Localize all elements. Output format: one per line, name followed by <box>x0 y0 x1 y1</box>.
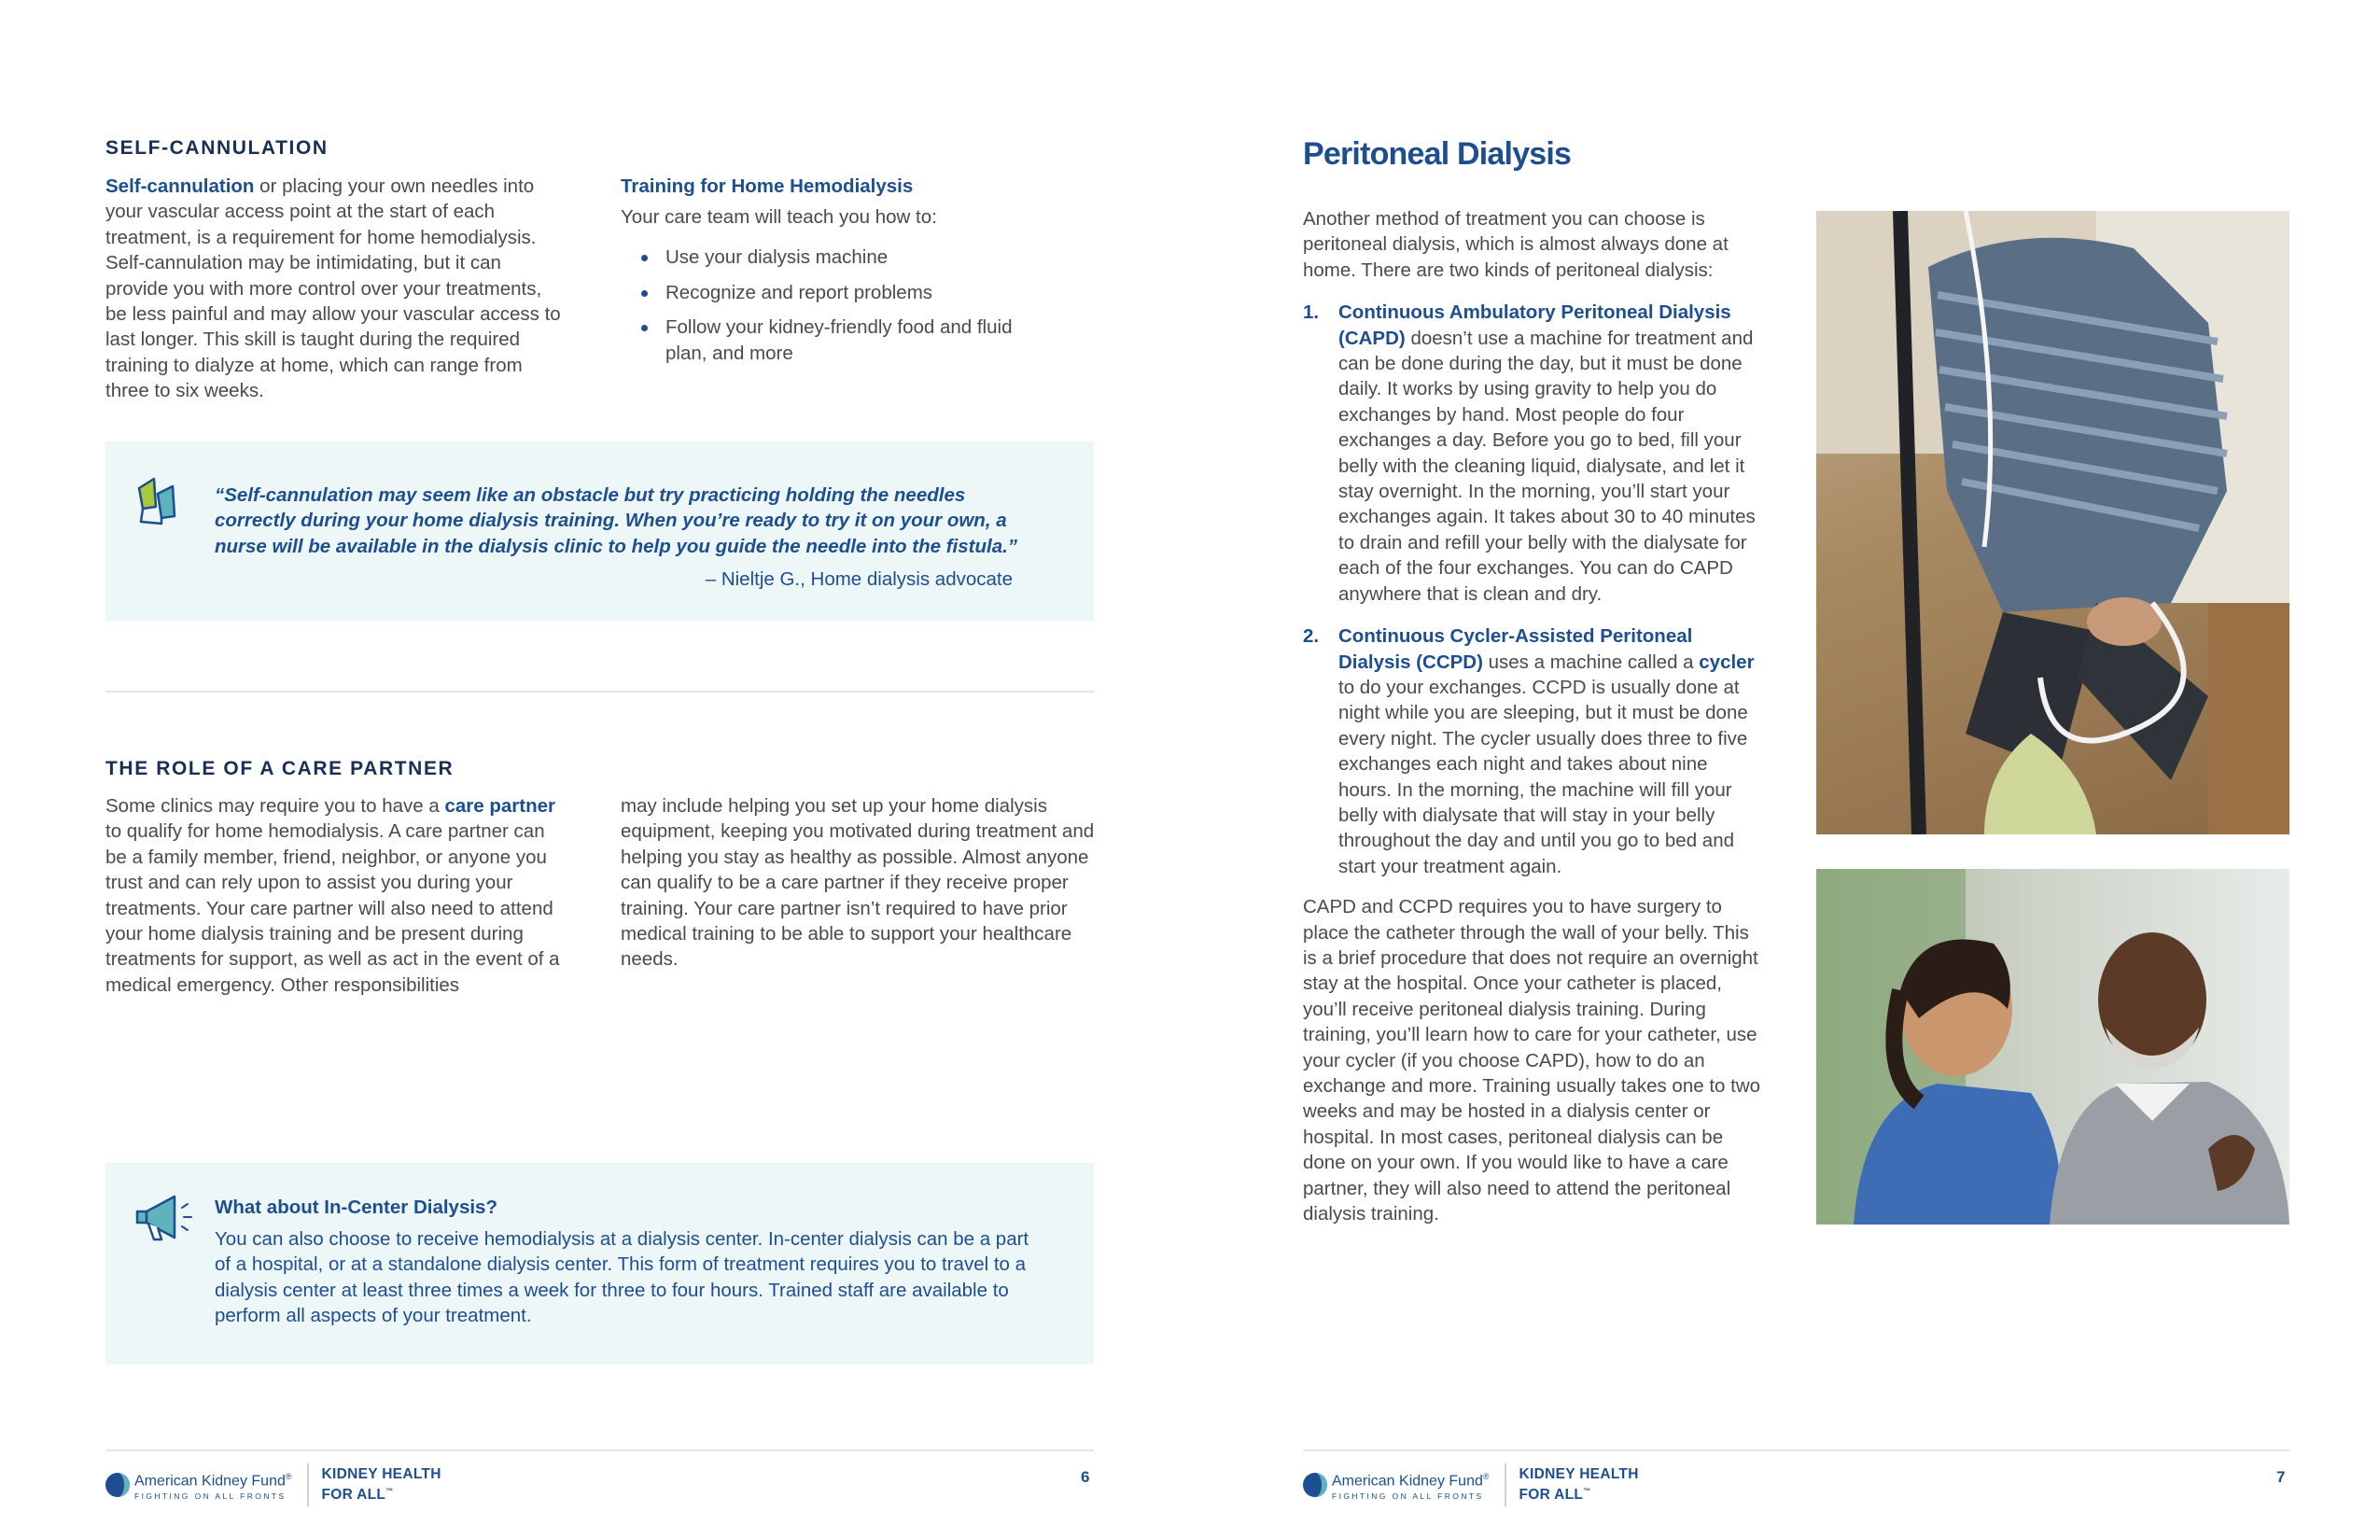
akf-wordmark: American Kidney Fund® FIGHTING ON ALL FRONTS <box>1332 1472 1490 1501</box>
training-section <box>621 174 1013 375</box>
akf-tagline: FIGHTING ON ALL FRONTS <box>1332 1491 1484 1501</box>
photo-illustration-1 <box>1816 211 2289 834</box>
logo-divider <box>307 1463 309 1506</box>
peritoneal-intro: Another method of treatment you can choose is peritoneal dialysis, which is almost always done at home. There are two kinds of peritoneal dialysis: <box>1303 208 1729 281</box>
self-cannulation-heading: SELF-CANNULATION <box>105 137 329 159</box>
patient-home-dialysis-photo <box>1816 211 2289 834</box>
quote-attribution: – Nieltje G., Home dialysis advocate <box>705 568 1013 590</box>
self-cannulation-term: Self-cannulation <box>105 175 255 197</box>
in-center-box <box>105 1163 1094 1365</box>
footer-logos <box>105 1463 441 1506</box>
list-item: Use your dialysis machine <box>621 245 1013 270</box>
logo-divider <box>1505 1463 1506 1506</box>
training-list <box>621 245 1013 366</box>
footer-rule <box>1303 1449 2289 1451</box>
ccpd-term: Continuous Cycler-Assisted Peritoneal Dialysis (CCPD) <box>1338 625 1693 673</box>
list-item: 2. Continuous Cycler-Assisted Peritoneal Dialysis (CCPD) uses a machine called a cycler to do your exchanges. CCPD is usually done at night while you are sleeping, but it must be done every night. The cycler usually does three to five exchanges each night and takes about nine hours. In the morning, the machine will fill your belly with dialysate that will stay in your belly throughout the day and until you go to bed and start your treatment again. <box>1303 625 1755 877</box>
campaign-logo: KIDNEY HEALTH FOR ALL™ <box>321 1465 441 1504</box>
cycler-term: cycler <box>1699 651 1755 673</box>
care-partner-text-col1: Some clinics may require you to have a care partner to qualify for home hemodialysis. A care partner can be a family member, friend, neighbor, or anyone you trust and can rely upon to assist you during your treatments. Your care partner will also need to attend your home dialysis training and be present during treatments for support, as well as act in the event of a medical emergency. Other responsibilities <box>105 795 560 996</box>
akf-wordmark: American Kidney Fund® FIGHTING ON ALL FRONTS <box>134 1472 292 1501</box>
akf-logo-icon <box>1302 1472 1328 1498</box>
peritoneal-types-list <box>1303 300 1765 879</box>
peritoneal-column <box>1303 206 1765 1226</box>
list-item: 1. Continuous Ambulatory Peritoneal Dialysis (CAPD) doesn’t use a machine for treatment and can be done during the day, but it must be done daily. It works by using gravity to help you do exchanges by hand. Most people do four exchanges a day. Before you go to bed, fill your belly with the cleaning liquid, dialysate, and let it stay overnight. In the morning, you’ll start your exchanges again. It takes about 30 to 40 minutes to drain and refill your belly with the dialysate for each of the four exchanges. You can do CAPD anywhere that is clean and dry. <box>1303 301 1756 605</box>
quote-mark-icon <box>135 475 180 527</box>
page-title: Peritoneal Dialysis <box>1303 136 1572 172</box>
akf-tagline: FIGHTING ON ALL FRONTS <box>134 1491 287 1501</box>
quote-box <box>105 441 1094 621</box>
care-partner-text-col2: may include helping you set up your home dialysis equipment, keeping you motivated during treatment and helping you stay as healthy as possible. Almost anyone can qualify to be a care partner if they receive proper training. Your care partner isn’t required to have prior medical training to be able to support your healthcare needs. <box>621 795 1095 971</box>
training-intro: Your care team will teach you how to: <box>621 206 937 228</box>
section-divider <box>105 691 1094 693</box>
list-item: Recognize and report problems <box>621 280 1013 305</box>
care-partner-heading: THE ROLE OF A CARE PARTNER <box>105 758 455 779</box>
photo-illustration-2 <box>1816 869 2289 1225</box>
page-7 <box>1190 0 2380 1540</box>
training-title: Training for Home Hemodialysis <box>621 175 914 197</box>
page-number: 6 <box>1081 1468 1090 1486</box>
self-cannulation-text: Self-cannulation or placing your own needles into your vascular access point at the start of each treatment, is a requirement for home hemodialysis. Self-cannulation may be intimidating, but it can provide you with more control over your treatments, be less painful and may allow your vascular access to last longer. This skill is taught during the required training to dialyze at home, which can range from three to six weeks. <box>105 175 561 402</box>
capd-term: Continuous Ambulatory Peritoneal Dialysis (CAPD) <box>1338 301 1731 349</box>
in-center-title: What about In-Center Dialysis? <box>215 1197 497 1218</box>
nurse-and-patient-photo <box>1816 869 2289 1225</box>
list-item: Follow your kidney-friendly food and fluid plan, and more <box>621 315 1013 366</box>
peritoneal-closing: CAPD and CCPD requires you to have surgery to place the catheter through the wall of your belly. This is a brief procedure that does not require an overnight stay at the hospital. Once your catheter is placed, you’ll receive peritoneal dialysis training. During training, you’ll learn how to care for your catheter, use your cycler (if you choose CAPD), how to do an exchange and more. Training usually takes one to two weeks and may be hosted in a dialysis center or hospital. In most cases, peritoneal dialysis can be done on your own. If you would like to have a care partner, they will also need to attend the peritoneal dialysis training. <box>1303 896 1761 1225</box>
megaphone-icon <box>133 1193 195 1243</box>
in-center-text: You can also choose to receive hemodialysis at a dialysis center. In-center dialysis can be a part of a hospital, or at a standalone dialysis center. This form of treatment requires you to travel to a dialysis center at least three times a week for three to four hours. Trained staff are available to perform all aspects of your treatment. <box>215 1228 1029 1327</box>
campaign-logo: KIDNEY HEALTH FOR ALL™ <box>1519 1465 1639 1504</box>
akf-name: American Kidney Fund <box>134 1473 286 1490</box>
akf-logo-icon <box>105 1472 131 1498</box>
quote-text: “Self-cannulation may seem like an obstacle but try practicing holding the needles correctly during your home dialysis training. When you’re ready to try it on your own, a nurse will be available in the dialysis clinic to help you guide the needle into the fistula.” <box>215 484 1018 557</box>
akf-name: American Kidney Fund <box>1332 1473 1483 1490</box>
footer-logos <box>1302 1463 1639 1506</box>
footer-rule <box>105 1449 1094 1451</box>
care-partner-term: care partner <box>444 795 555 817</box>
page-number: 7 <box>2276 1468 2286 1486</box>
